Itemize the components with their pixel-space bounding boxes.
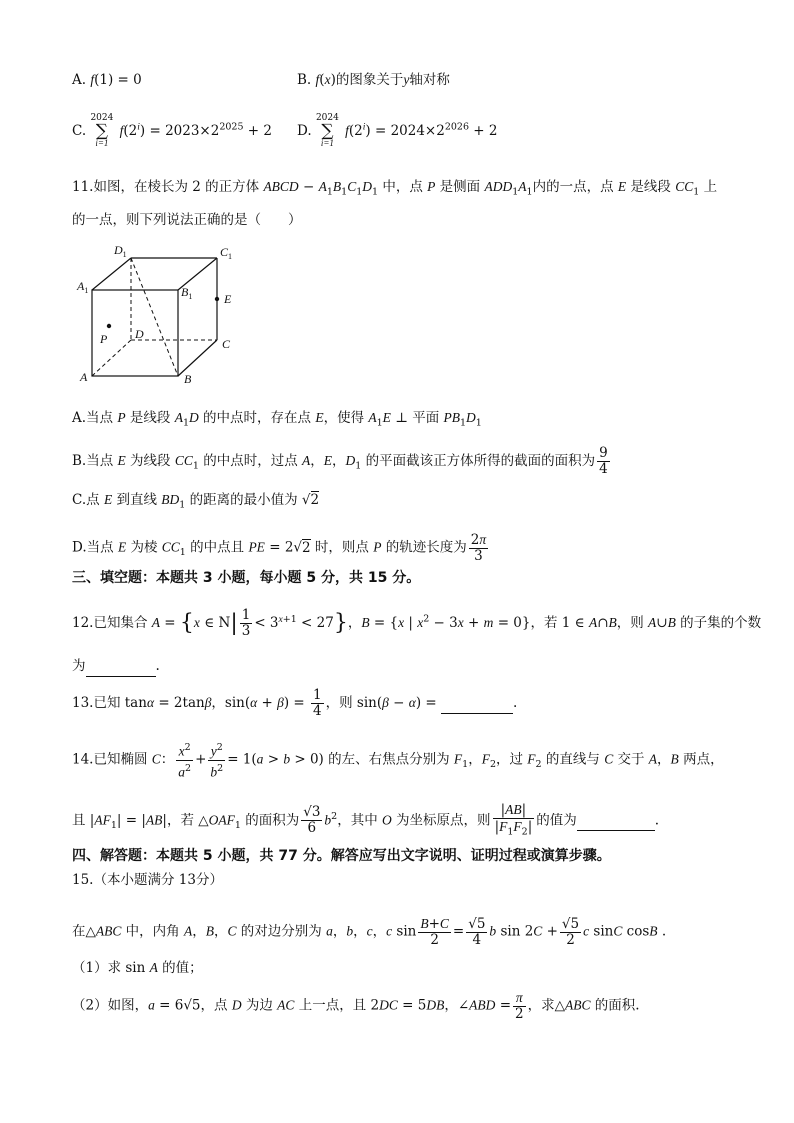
point-e (215, 297, 219, 301)
label-b: B (184, 372, 192, 385)
label-d: D (135, 327, 144, 341)
q12-line1: 12.已知集合 A = {x ∈ N| $\frac{1}{3}$ < $3^{x+1} < 27$}，B = {x | $x^2 - 3x + m = 0$}，若 1 ∈ A∩B，则 A∪B 的子集的个数 (72, 607, 762, 639)
label-c1: $C_1$ (220, 245, 233, 261)
q15-part2: （2）如图，a = 6√5，点 D 为边 AC 上一点，且 2DC = 5DB，∠ABD = $\frac{\pi}{2}$ ，求△ABC 的面积. (72, 990, 640, 1022)
q11-option-c: C.点 E 到直线 $BD_1$ 的距离的最小值为 √2 (72, 492, 320, 511)
answer-blank (441, 693, 513, 714)
q10-option-b: B. f(x)的图象关于y轴对称 (297, 72, 450, 88)
q14-line1: 14.已知椭圆 C： $\frac{x^2}{a^2}$ + $\frac{y^2}{b^2}$ = 1(a > b > 0) 的左、右焦点分别为 $F_1$，$F_2$，过 $F_2$ 的直线与 C 交于 A，B 两点， (72, 742, 724, 779)
q12-line2: 为 . (72, 656, 160, 677)
label-d1: $D_1$ (114, 243, 127, 259)
q15-part1: （1）求 sin A 的值； (72, 960, 203, 976)
q13-text: 13.已知 tanα = 2tanβ，sin(α + β) = $\frac{1}{4}$ ，则 sin(β − α) = . (72, 687, 518, 719)
section-4-title: 四、解答题：本题共 5 小题，共 77 分。解答应写出文字说明、证明过程或演算步骤。 (72, 848, 611, 864)
label-a: A (80, 370, 88, 384)
answer-blank (86, 656, 156, 677)
section-3-title: 三、填空题：本题共 3 小题，每小题 5 分，共 15 分。 (72, 570, 421, 586)
label-a1: $A_1$ (77, 279, 89, 295)
q14-line2: 且 $|AF_1| = |AB|$，若 $\triangle OAF_1$ 的面积为 $\frac{√3}{6}$ $b^2$，其中 O 为坐标原点，则 $\frac{|AB|}{|F_1F_2|}$ 的值为 . (72, 802, 660, 838)
q15-header: 15.（本小题满分 13分） (72, 872, 223, 888)
diagonal-d1b (131, 258, 178, 376)
summation-symbol: 2024 ∑ i=1 (90, 113, 114, 148)
edge-bc (178, 340, 217, 376)
q11-option-a: A.当点 P 是线段 $A_1D$ 的中点时，存在点 E，使得 $A_1E$ ⊥ 平面 $PB_1D_1$ (72, 410, 482, 429)
q11-stem-line1: 11.如图，在棱长为 2 的正方体 ABCD − $A_1B_1C_1D_1$ 中，点 P 是侧面 $ADD_1A_1$内的一点，点 E 是线段 $CC_1$ 上 (72, 179, 718, 198)
label-b1: $B_1$ (181, 285, 193, 301)
answer-blank (577, 810, 655, 831)
cube-figure (74, 240, 244, 385)
label-c: C (222, 337, 231, 351)
label-p: P (100, 332, 108, 346)
point-p (107, 324, 111, 328)
summation-symbol: 2024 ∑ i=1 (315, 113, 339, 148)
q10-option-c: C. 2024 ∑ i=1 $f(2^i) = 2023\times 2^{2025} + 2$ (72, 113, 272, 148)
edge-ad-hidden (92, 340, 131, 376)
q15-stem: 在△ABC 中，内角 A，B，C 的对边分别为 a，b，c，c sin $\frac{B+C}{2}$ = $\frac{√5}{4}$ b sin 2C + $\frac{√5}{2}$ c sinC cosB . (72, 915, 667, 948)
label-e: E (224, 292, 232, 306)
edge-a1d1 (92, 258, 131, 290)
q11-stem-line2: 的一点，则下列说法正确的是（ ） (72, 212, 302, 228)
q10-option-a: A. f(1) = 0 (72, 72, 142, 88)
q11-option-d: D.当点 E 为棱 $CC_1$ 的中点且 PE = 2√2 时，则点 P 的轨迹长度为 $\frac{2\pi}{3}$ (72, 532, 487, 564)
q10-option-d: D. 2024 ∑ i=1 $f(2^i) = 2024\times 2^{2026} + 2$ (297, 113, 498, 148)
q11-option-b: B.当点 E 为线段 $CC_1$ 的中点时，过点 A，E，$D_1$ 的平面截该正方体所得的截面的面积为 $\frac{9}{4}$ (72, 445, 608, 477)
